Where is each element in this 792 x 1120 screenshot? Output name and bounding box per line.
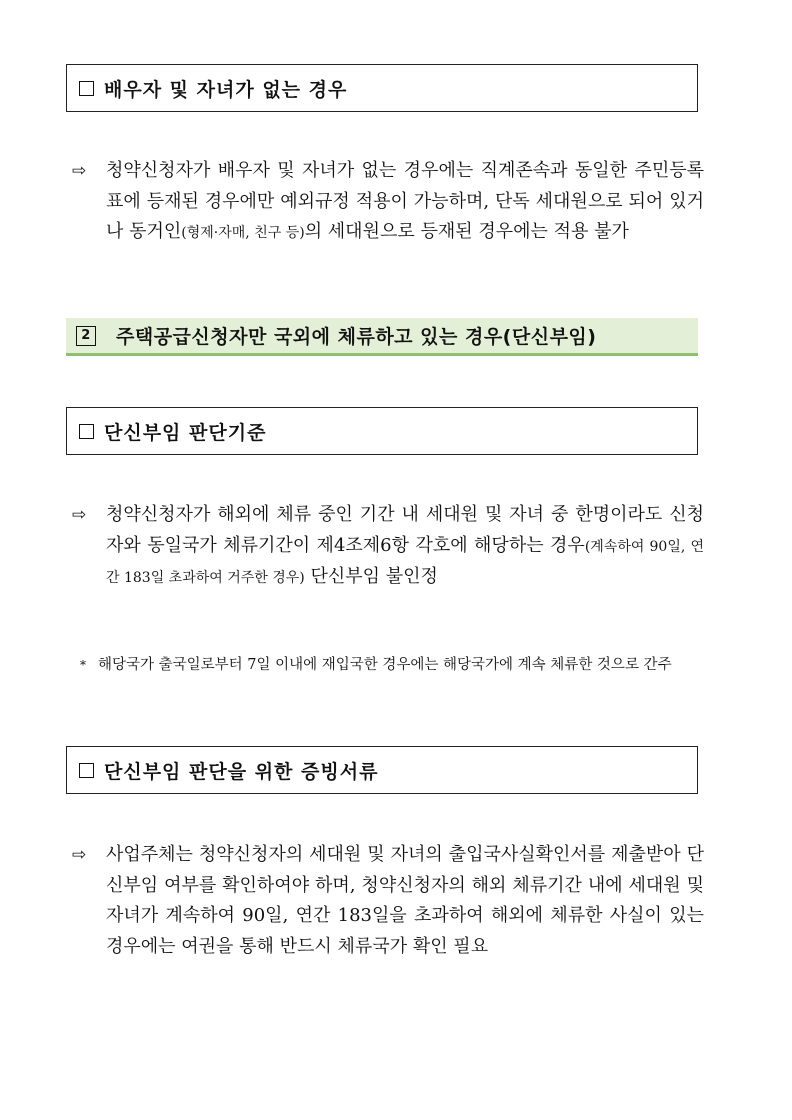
paragraph-no-spouse xyxy=(72,156,704,249)
right-arrow-icon: ⇨ xyxy=(72,161,87,181)
paragraph-text: 청약신청자가 배우자 및 자녀가 없는 경우에는 직계존속과 동일한 주민등록표에 등재된 경우에만 예외규정 적용이 가능하며, 단독 세대원으로 되어 있거나 동거인 xyxy=(106,160,704,242)
checkbox-square-icon xyxy=(79,763,94,778)
paragraph-tail: 의 세대원으로 등재된 경우에는 적용 불가 xyxy=(304,221,629,242)
footnote-reentry xyxy=(78,652,700,678)
section-box-title: 단신부임 판단기준 xyxy=(104,421,267,444)
checkbox-square-icon xyxy=(79,81,94,96)
right-arrow-icon: ⇨ xyxy=(72,845,87,865)
section-heading-title: 주택공급신청자만 국외에 체류하고 있는 경우(단신부임) xyxy=(116,326,597,348)
paragraph-documents xyxy=(72,840,704,962)
section-box-title: 배우자 및 자녀가 없는 경우 xyxy=(104,78,348,101)
footnote-text: 해당국가 출국일로부터 7일 이내에 재입국한 경우에는 해당국가에 계속 체류한 것으로 간주 xyxy=(98,657,672,673)
footnote-star: * xyxy=(80,658,86,672)
section-box-criteria xyxy=(66,407,698,455)
section-heading-single-assignment xyxy=(66,318,698,356)
section-number-badge: 2 xyxy=(76,326,96,346)
section-box-title: 단신부임 판단을 위한 증빙서류 xyxy=(104,760,379,783)
paragraph-text: 사업주체는 청약신청자의 세대원 및 자녀의 출입국사실확인서를 제출받아 단신부임 여부를 확인하여야 하며, 청약신청자의 해외 체류기간 내에 세대원 및 자녀가 계속하여 90일, 연간 183일을 초과하여 해외에 체류한 사실이 있는 경우에는 여권을 통해 반드시 체류국가 확인 필요 xyxy=(106,844,704,957)
section-box-documents xyxy=(66,746,698,794)
paragraph-text: 청약신청자가 해외에 체류 중인 기간 내 세대원 및 자녀 중 한명이라도 신청자와 동일국가 체류기간이 제4조제6항 각호에 해당하는 경우 xyxy=(106,504,704,556)
checkbox-square-icon xyxy=(79,424,94,439)
paragraph-parenthetical: (형제·자매, 친구 등) xyxy=(181,225,305,241)
paragraph-tail: 단신부임 불인정 xyxy=(304,566,438,587)
paragraph-criteria xyxy=(72,500,704,594)
section-box-no-spouse xyxy=(66,64,698,112)
paragraph-parenthetical: (계속하여 90일, 연간 183일 초과하여 거주한 경우) xyxy=(106,538,705,586)
right-arrow-icon: ⇨ xyxy=(72,505,87,525)
